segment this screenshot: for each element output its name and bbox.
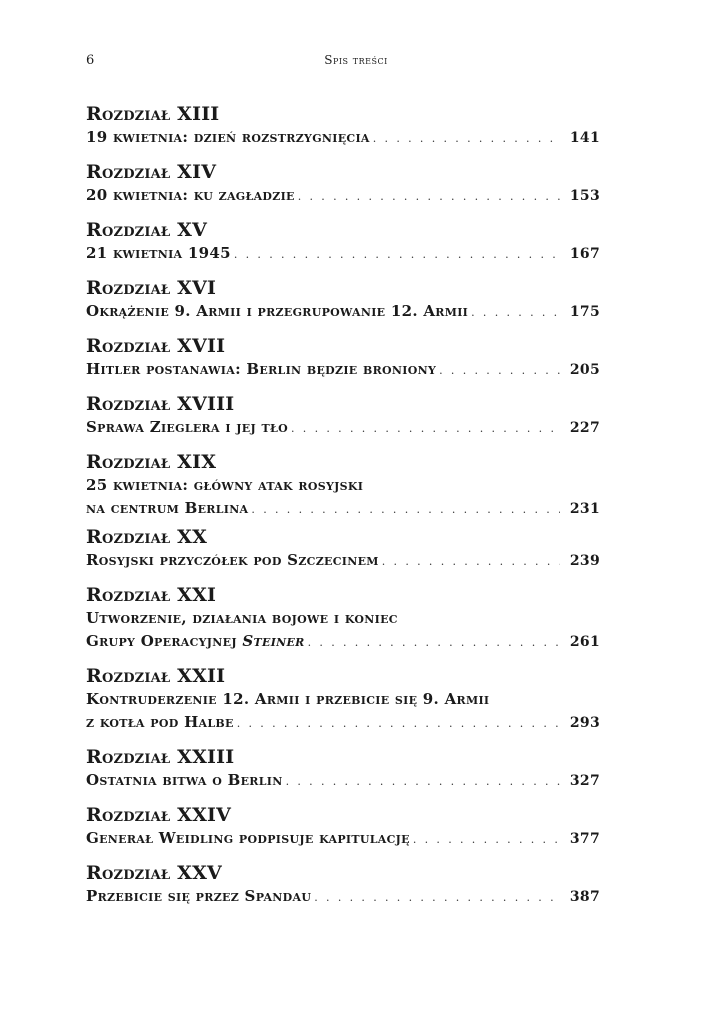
toc-entry[interactable] <box>86 160 600 208</box>
dot-leader <box>248 498 560 521</box>
chapter-title-row <box>86 769 600 793</box>
toc-entry[interactable] <box>86 583 600 654</box>
chapter-title: Przebicie się przez Spandau <box>86 887 312 905</box>
toc-entry[interactable] <box>86 525 600 573</box>
toc-entry[interactable] <box>86 745 600 793</box>
chapter-heading: Rozdział XXII <box>86 665 226 687</box>
chapter-title-row <box>86 126 600 150</box>
page-ref: 227 <box>569 420 600 436</box>
chapter-title-row <box>86 242 600 266</box>
chapter-title: 19 kwietnia: dzień rozstrzygnięcia <box>86 128 370 146</box>
chapter-title: z kotła pod Halbe <box>86 713 234 731</box>
chapter-title-italic: Steiner <box>242 632 305 650</box>
chapter-heading: Rozdział XVII <box>86 335 226 357</box>
chapter-heading: Rozdział XV <box>86 219 208 241</box>
chapter-title: Okrążenie 9. Armii i przegrupowanie 12. Armii <box>86 302 469 320</box>
dot-leader <box>234 712 560 735</box>
toc-entry[interactable] <box>86 664 600 735</box>
chapter-title: Ostatnia bitwa o Berlin <box>86 771 283 789</box>
dot-leader <box>468 301 560 324</box>
dot-leader <box>370 127 560 150</box>
chapter-title-line: Kontruderzenie 12. Armii i przebicie się 9. Armii <box>86 690 490 708</box>
chapter-title-row <box>86 358 600 382</box>
toc-entry[interactable] <box>86 803 600 851</box>
chapter-title-line: 25 kwietnia: główny atak rosyjski <box>86 476 364 494</box>
table-of-contents <box>86 102 600 919</box>
page-number: 6 <box>86 53 95 68</box>
page-ref: 387 <box>569 889 600 905</box>
dot-leader <box>288 417 560 440</box>
page-ref: 175 <box>569 304 600 320</box>
toc-entry[interactable] <box>86 276 600 324</box>
chapter-title-row <box>86 416 600 440</box>
running-title: Spis treści <box>324 53 388 67</box>
chapter-heading: Rozdział XVIII <box>86 393 235 415</box>
chapter-title-row <box>86 184 600 208</box>
chapter-title: Generał Weidling podpisuje kapitulację <box>86 829 410 847</box>
dot-leader <box>283 770 560 793</box>
toc-entry[interactable] <box>86 334 600 382</box>
page-ref: 153 <box>569 188 600 204</box>
chapter-heading: Rozdział XIII <box>86 103 220 125</box>
chapter-title: Rosyjski przyczółek pod Szczecinem <box>86 551 379 569</box>
chapter-heading: Rozdział XXV <box>86 862 223 884</box>
chapter-heading: Rozdział XVI <box>86 277 217 299</box>
page-ref: 205 <box>569 362 600 378</box>
chapter-heading: Rozdział XIX <box>86 451 217 473</box>
toc-entry[interactable] <box>86 392 600 440</box>
chapter-heading: Rozdział XXIV <box>86 804 232 826</box>
chapter-title-row <box>86 630 600 654</box>
chapter-title-row <box>86 711 600 735</box>
chapter-heading: Rozdział XX <box>86 526 208 548</box>
page-ref: 231 <box>569 501 600 517</box>
chapter-title-line: Utworzenie, działania bojowe i koniec <box>86 609 398 627</box>
chapter-title-row <box>86 497 600 521</box>
dot-leader <box>410 828 560 851</box>
chapter-heading: Rozdział XXI <box>86 584 217 606</box>
dot-leader <box>305 631 560 654</box>
dot-leader <box>295 185 560 208</box>
chapter-title-row <box>86 300 600 324</box>
page-ref: 239 <box>569 553 600 569</box>
chapter-title-row <box>86 827 600 851</box>
page-ref: 293 <box>569 715 600 731</box>
page-ref: 327 <box>569 773 600 789</box>
chapter-title-row <box>86 885 600 909</box>
chapter-title: na centrum Berlina <box>86 499 249 517</box>
page-ref: 377 <box>569 831 600 847</box>
chapter-title: 20 kwietnia: ku zagładzie <box>86 186 295 204</box>
dot-leader <box>231 243 560 266</box>
chapter-title-row <box>86 549 600 573</box>
dot-leader <box>436 359 560 382</box>
chapter-heading: Rozdział XXIII <box>86 746 235 768</box>
chapter-title: Sprawa Zieglera i jej tło <box>86 418 288 436</box>
toc-entry[interactable] <box>86 102 600 150</box>
page-ref: 261 <box>569 634 600 650</box>
chapter-title: 21 kwietnia 1945 <box>86 244 231 262</box>
page-ref: 141 <box>569 130 600 146</box>
chapter-title: Hitler postanawia: Berlin będzie broniony <box>86 360 437 378</box>
toc-entry[interactable] <box>86 450 600 521</box>
dot-leader <box>311 886 560 909</box>
toc-entry[interactable] <box>86 218 600 266</box>
toc-entry[interactable] <box>86 861 600 909</box>
dot-leader <box>379 550 560 573</box>
page-ref: 167 <box>569 246 600 262</box>
chapter-title: Grupy Operacyjnej <box>86 632 237 650</box>
chapter-heading: Rozdział XIV <box>86 161 217 183</box>
